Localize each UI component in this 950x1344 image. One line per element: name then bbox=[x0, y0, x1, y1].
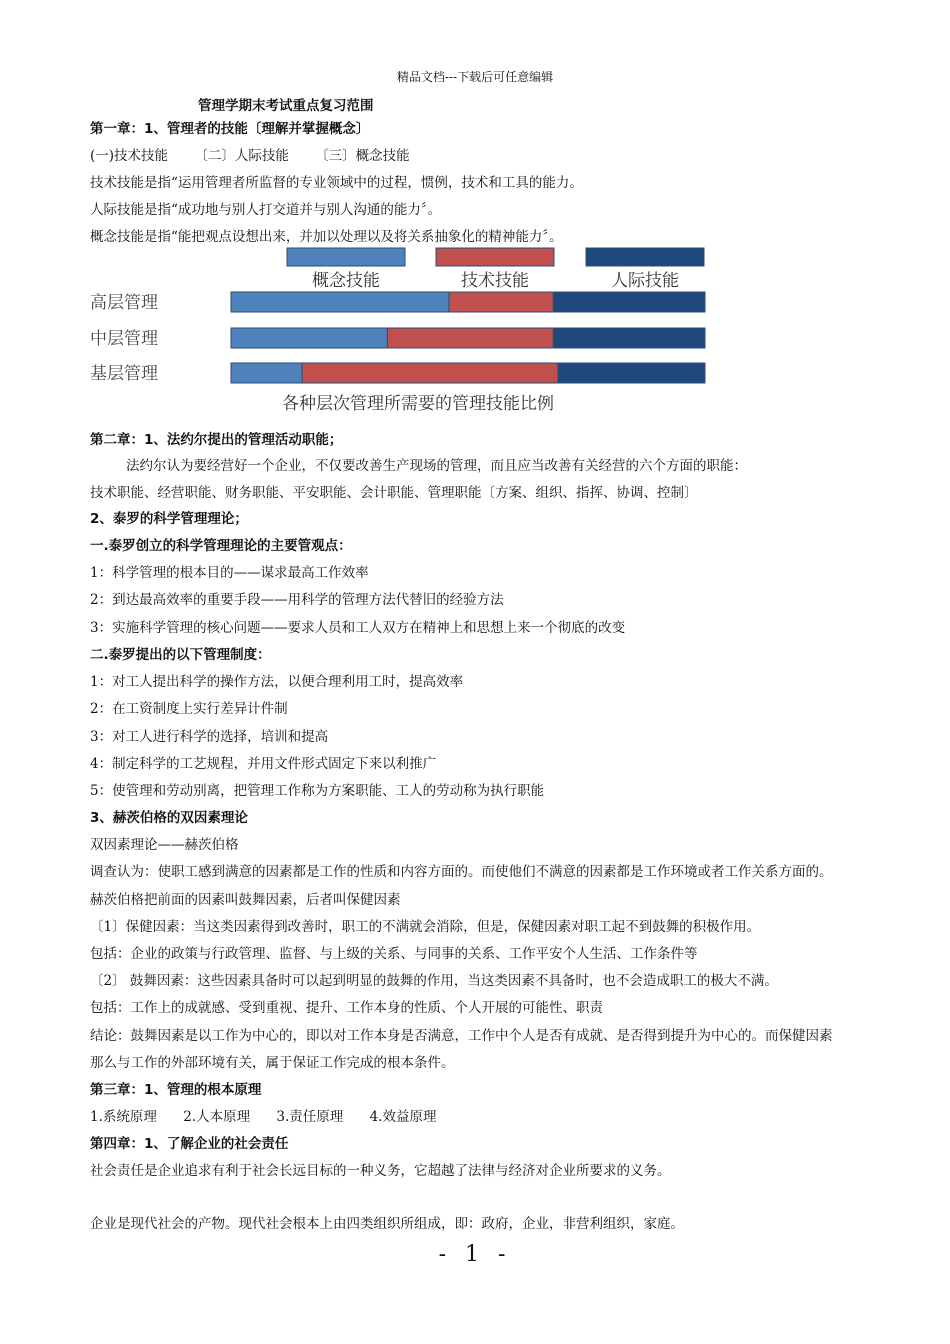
herzberg-line-3: 赫茨伯格把前面的因素叫鼓舞因素，后者叫保健因素 bbox=[90, 892, 401, 908]
skill-ratio-chart bbox=[0, 240, 950, 420]
category-label: 基层管理 bbox=[90, 364, 158, 384]
legend-swatch bbox=[436, 248, 554, 266]
enterprise-society-line: 企业是现代社会的产物。现代社会根本上由四类组织所组成，即：政府，企业，非营利组织，家庭。 bbox=[90, 1216, 684, 1232]
herzberg-line-9: 那么与工作的外部环境有关，属于保证工作完成的根本条件。 bbox=[90, 1055, 455, 1071]
fayol-intro: 法约尔认为要经营好一个企业，不仅要改善生产现场的管理，而且应当改善有关经营的六个方面的职能： bbox=[126, 458, 747, 474]
category-label: 高层管理 bbox=[90, 293, 158, 313]
technical-skill-definition: 技术技能是指“运用管理者所监督的专业领域中的过程，惯例，技术和工具的能力。 bbox=[90, 175, 583, 191]
herzberg-line-1: 双因素理论——赫茨伯格 bbox=[90, 837, 239, 853]
fayol-functions: 技术职能、经营职能、财务职能、平安职能、会计职能、管理职能〔方案、组织、指挥、协调、控制〕 bbox=[90, 485, 698, 501]
herzberg-line-4: 〔1〕保健因素：当这类因素得到改善时，职工的不满就会消除，但是，保健因素对职工起不到鼓舞的积极作用。 bbox=[90, 919, 761, 935]
taylor-systems-heading: 二.泰罗提出的以下管理制度： bbox=[90, 647, 271, 663]
skill-conceptual: 〔三〕概念技能 bbox=[315, 148, 410, 164]
bar-segment bbox=[553, 292, 705, 312]
herzberg-line-6: 〔2〕 鼓舞因素：这些因素具备时可以起到明显的鼓舞的作用，当这类因素不具备时，也不会造成职工的极大不满。 bbox=[90, 973, 778, 989]
taylor-system-5: 5：使管理和劳动别离，把管理工作称为方案职能、工人的劳动称为执行职能 bbox=[90, 783, 545, 799]
taylor-system-4: 4：制定科学的工艺规程，并用文件形式固定下来以利推广 bbox=[90, 756, 437, 772]
bar-segment bbox=[231, 328, 387, 348]
legend-label: 概念技能 bbox=[312, 271, 380, 291]
principle-item: 1.系统原理 bbox=[90, 1109, 157, 1125]
bar-segment bbox=[302, 363, 558, 383]
legend-swatch bbox=[287, 248, 405, 266]
principles-list bbox=[90, 1108, 436, 1126]
bar-segment bbox=[231, 363, 302, 383]
bar-segment bbox=[387, 328, 553, 348]
page-number: - 1 - bbox=[438, 1242, 512, 1267]
taylor-heading: 2、泰罗的科学管理理论； bbox=[90, 511, 248, 527]
document-title: 管理学期末考试重点复习范围 bbox=[198, 98, 374, 114]
bar-segment bbox=[231, 292, 449, 312]
skill-human: 〔二〕人际技能 bbox=[194, 148, 289, 164]
chapter4-heading: 第四章：1、了解企业的社会责任 bbox=[90, 1136, 289, 1152]
taylor-views-heading: 一.泰罗创立的科学管理理论的主要管观点： bbox=[90, 538, 352, 554]
herzberg-line-7: 包括：工作上的成就感、受到重视、提升、工作本身的性质、个人开展的可能性、职责 bbox=[90, 1000, 603, 1016]
chapter1-heading: 第一章：1、管理者的技能〔理解并掌握概念〕 bbox=[90, 121, 370, 137]
skill-technical: (一)技术技能 bbox=[90, 148, 169, 164]
taylor-system-3: 3：对工人进行科学的选择，培训和提高 bbox=[90, 729, 329, 745]
herzberg-line-5: 包括：企业的政策与行政管理、监督、与上级的关系、与同事的关系、工作平安个人生活、工作条件等 bbox=[90, 946, 698, 962]
taylor-system-2: 2：在工资制度上实行差异计件制 bbox=[90, 701, 288, 717]
chart-title: 各种层次管理所需要的管理技能比例 bbox=[282, 394, 554, 414]
herzberg-line-8: 结论：鼓舞因素是以工作为中心的，即以对工作本身是否满意，工作中个人是否有成就、是否得到提升为中心的。而保健因素 bbox=[90, 1028, 833, 1044]
taylor-view-2: 2：到达最高效率的重要手段——用科学的管理方法代替旧的经验方法 bbox=[90, 592, 504, 608]
taylor-view-1: 1：科学管理的根本目的——谋求最高工作效率 bbox=[90, 565, 369, 581]
chapter2-heading: 第二章：1、法约尔提出的管理活动职能； bbox=[90, 432, 343, 448]
category-label: 中层管理 bbox=[90, 329, 158, 349]
conceptual-skill-definition: 概念技能是指“能把观点设想出来，并加以处理以及将关系抽象化的精神能力〞。 bbox=[90, 229, 563, 245]
page-header: 精品文档---下载后可任意编辑 bbox=[396, 70, 554, 84]
herzberg-heading: 3、赫茨伯格的双因素理论 bbox=[90, 810, 248, 826]
bar-segment bbox=[558, 363, 705, 383]
legend-label: 人际技能 bbox=[611, 271, 679, 291]
bar-segment bbox=[553, 328, 705, 348]
principle-item: 2.人本原理 bbox=[183, 1109, 251, 1125]
herzberg-line-2: 调查认为：使职工感到满意的因素都是工作的性质和内容方面的。而使他们不满意的因素都是工作环境或者工作关系方面的。 bbox=[90, 864, 833, 880]
taylor-system-1: 1：对工人提出科学的操作方法，以便合理利用工时，提高效率 bbox=[90, 674, 464, 690]
social-responsibility-definition: 社会责任是企业追求有利于社会长远目标的一种义务，它超越了法律与经济对企业所要求的义务。 bbox=[90, 1163, 671, 1179]
legend-label: 技术技能 bbox=[461, 271, 529, 291]
principle-item: 4.效益原理 bbox=[369, 1109, 437, 1125]
taylor-view-3: 3：实施科学管理的核心问题——要求人员和工人双方在精神上和思想上来一个彻底的改变 bbox=[90, 620, 626, 636]
bar-segment bbox=[449, 292, 553, 312]
chapter3-heading: 第三章：1、管理的根本原理 bbox=[90, 1082, 262, 1098]
legend-swatch bbox=[586, 248, 704, 266]
skills-list bbox=[90, 147, 410, 165]
human-skill-definition: 人际技能是指“成功地与别人打交道并与别人沟通的能力〞。 bbox=[90, 202, 442, 218]
principle-item: 3.责任原理 bbox=[276, 1109, 344, 1125]
